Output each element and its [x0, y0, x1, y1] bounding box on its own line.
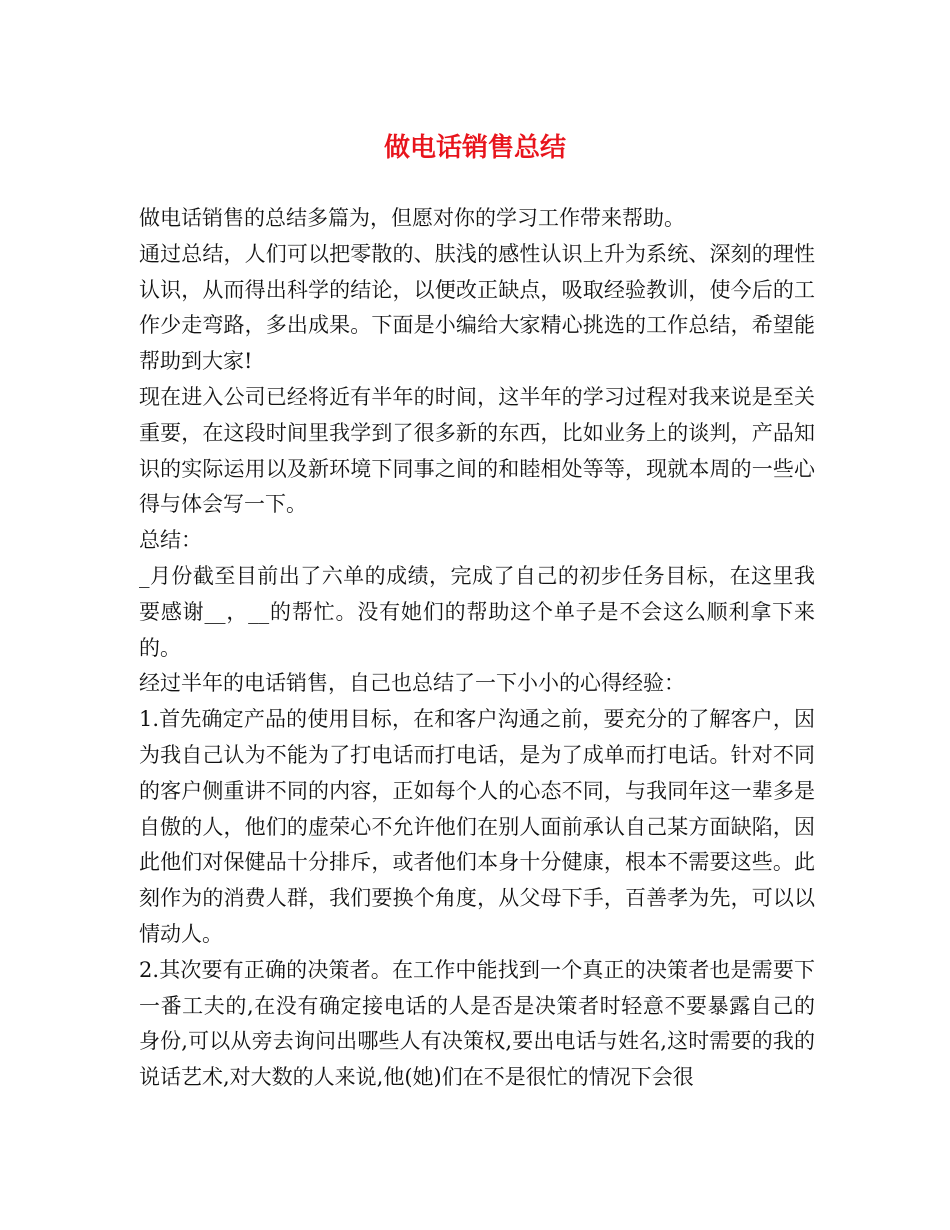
paragraph-summary-heading: 总结： — [139, 528, 202, 553]
paragraph-point-2: 2.其次要有正确的决策者。在工作中能找到一个真正的决策者也是需要下一番工夫的,在没有确定接电话的人是否是决策者时轻意不要暴露自己的身份,可以从旁去询问出哪些人有决策权,要出电话与姓名,这时需要的我的说话艺术,对大数的人来说,他(她)们在不是很忙的情况下会很 — [139, 957, 815, 1090]
document-title: 做电话销售总结 — [383, 133, 566, 163]
document-body — [139, 201, 815, 1096]
paragraph-experience-intro: 经过半年的电话销售，自己也总结了一下小小的心得经验： — [139, 671, 685, 696]
paragraph-background: 现在进入公司已经将近有半年的时间，这半年的学习过程对我来说是至关重要，在这段时间里我学到了很多新的东西，比如业务上的谈判，产品知识的实际运用以及新环境下同事之间的和睦相处等等，现就本周的一些心得与体会写一下。 — [139, 384, 815, 517]
paragraph-results: _月份截至目前出了六单的成绩，完成了自己的初步任务目标，在这里我要感谢__，__的帮忙。没有她们的帮助这个单子是不会这么顺利拿下来的。 — [139, 563, 815, 660]
paragraph-purpose: 通过总结，人们可以把零散的、肤浅的感性认识上升为系统、深刻的理性认识，从而得出科学的结论，以便改正缺点，吸取经验教训，使今后的工作少走弯路，多出成果。下面是小编给大家精心挑选的工作总结，希望能帮助到大家! — [139, 241, 815, 374]
paragraph-intro: 做电话销售的总结多篇为，但愿对你的学习工作带来帮助。 — [139, 206, 685, 230]
paragraph-point-1: 1.首先确定产品的使用目标，在和客户沟通之前，要充分的了解客户，因为我自己认为不能为了打电话而打电话，是为了成单而打电话。针对不同的客户侧重讲不同的内容，正如每个人的心态不同，与我同年这一辈多是自傲的人，他们的虚荣心不允许他们在别人面前承认自己某方面缺陷，因此他们对保健品十分排斥，或者他们本身十分健康，根本不需要这些。此刻作为的消费人群，我们要换个角度，从父母下手，百善孝为先，可以以情动人。 — [139, 707, 815, 946]
